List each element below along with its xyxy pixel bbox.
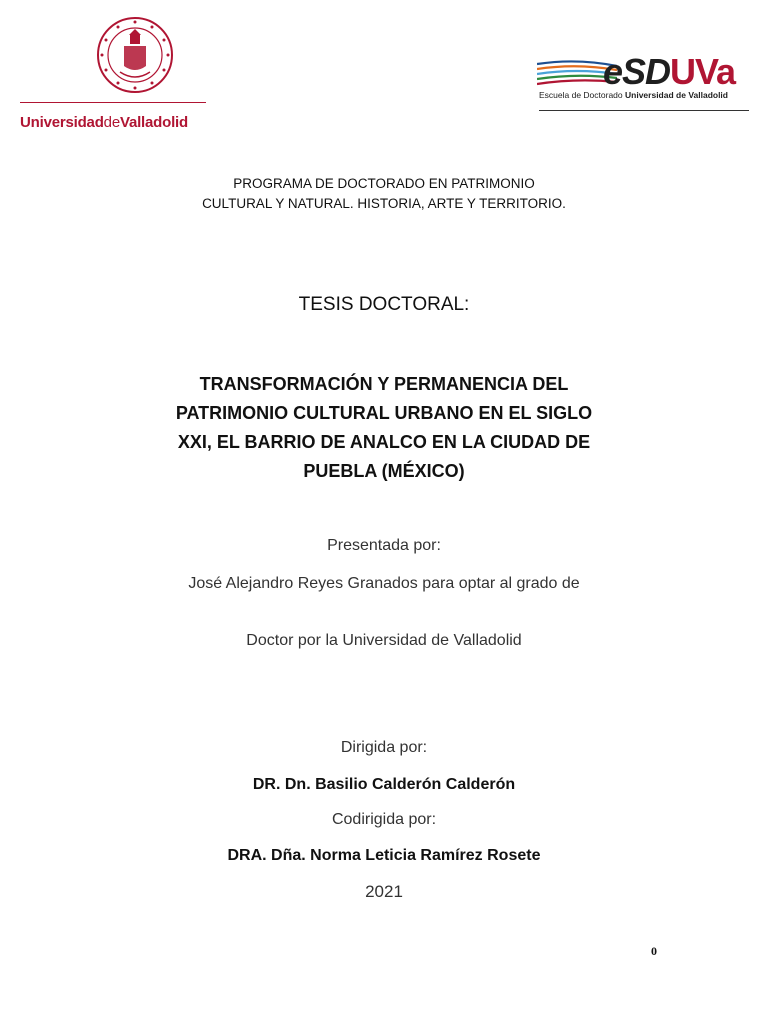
presented-by-label: Presentada por: [327,537,441,554]
esduva-divider [539,110,749,111]
universidad-valladolid-logo [20,16,210,136]
uva-logo-divider [20,102,206,103]
doctoral-program [0,174,768,214]
page-number: 0 [651,944,657,958]
codirected-by-label: Codirigida por: [331,811,437,828]
esduva-wordmark: eSDUVa [603,51,736,92]
uva-logo-wordmark: UniversidaddeValladolid [20,114,188,131]
program-line-1: PROGRAMA DE DOCTORADO EN PATRIMONIO [233,176,535,191]
director-name: DR. Dn. Basilio Calderón Calderón [252,776,516,793]
directed-by-label: Dirigida por: [340,739,428,756]
program-line-2: CULTURAL Y NATURAL. HISTORIA, ARTE Y TERRITORIO. [202,196,566,211]
author-line: José Alejandro Reyes Granados para optar al grado de [188,575,580,592]
thesis-label: TESIS DOCTORAL: [298,294,470,315]
year: 2021 [365,882,403,901]
thesis-title: TRANSFORMACIÓN Y PERMANENCIA DEL PATRIMONIO CULTURAL URBANO EN EL SIGLO XXI, EL BARRIO DE ANALCO EN LA CIUDAD DE PUEBLA (MÉXICO) [175,374,593,481]
university-seal-icon [96,16,174,94]
degree-line: Doctor por la Universidad de Valladolid [246,632,522,649]
esduva-subtitle: Escuela de Doctorado Universidad de Valladolid [539,90,728,100]
esduva-logo [537,52,752,114]
codirector-name: DRA. Dña. Norma Leticia Ramírez Rosete [227,847,541,864]
